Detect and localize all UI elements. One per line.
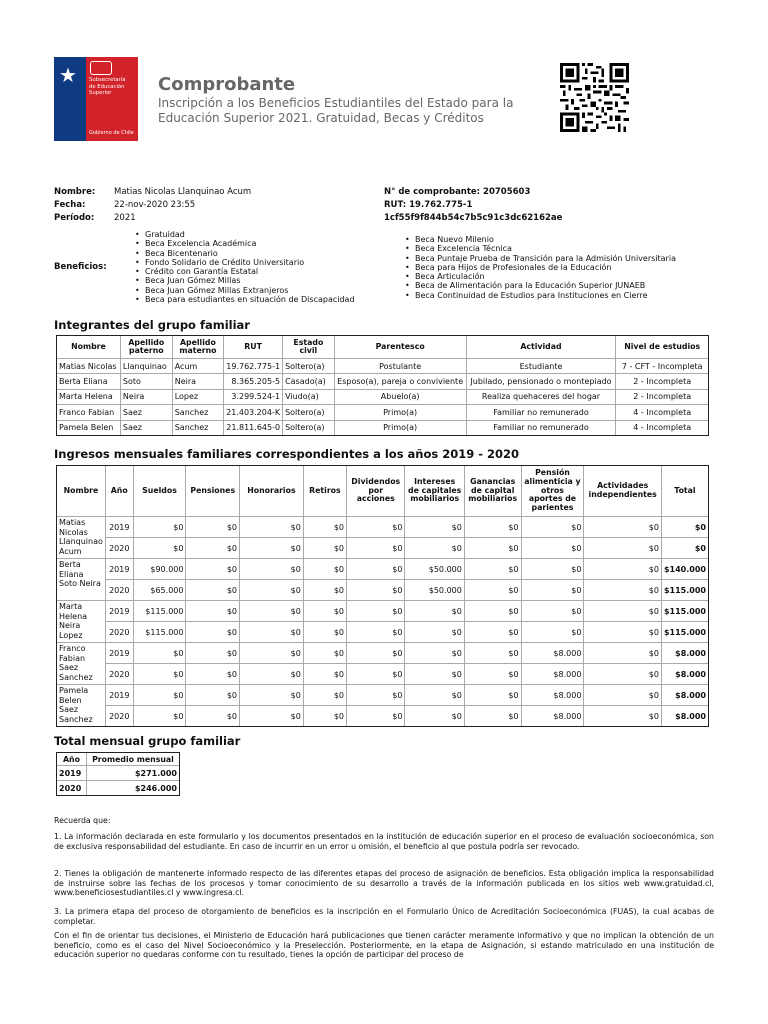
table-row: Marta Helena Neira Lopez 2019 $115.000 $0 $0 $0 $0 $0 $0 $0 $0 $115.000	[57, 601, 709, 622]
family-table	[56, 335, 709, 436]
list-item: • Beca Excelencia Académica	[135, 239, 355, 248]
table-row: Berta Eliana Soto Neira 2019 $90.000 $0 $0 $0 $0 $50.000 $0 $0 $0 $140.000	[57, 559, 709, 580]
list-item: • Fondo Solidario de Crédito Universitario	[135, 258, 355, 267]
hash-value: 1cf55f9f844b54c7b5c91c3dc62162ae	[384, 213, 563, 223]
comprobante-number: N° de comprobante: 20705603	[384, 187, 531, 197]
table-row: Franco Fabian Saez Sanchez 2019 $0 $0 $0 $0 $0 $0 $0 $8.000 $0 $8.000	[57, 643, 709, 664]
income-heading: Ingresos mensuales familiares correspondientes a los años 2019 - 2020	[54, 447, 520, 461]
table-row: 2019 $271.000	[57, 766, 180, 781]
list-item: • Beca Juan Gómez Millas Extranjeros	[135, 286, 355, 295]
qr-code-icon	[560, 63, 629, 132]
person-name: Pamela Belen Saez Sanchez	[57, 685, 106, 727]
table-row: 2020 $0 $0 $0 $0 $0 $0 $0 $0 $0 $0	[57, 538, 709, 559]
benefits-list-left	[135, 230, 355, 304]
notes-intro: Recuerda que:	[54, 816, 111, 825]
table-row: Matias Nicolas Llanquinao Acum 2019 $0 $0 $0 $0 $0 $0 $0 $0 $0 $0	[57, 517, 709, 538]
list-item: • Beca Puntaje Prueba de Transición para la Admisión Universitaria	[405, 254, 676, 263]
person-name: Franco Fabian Saez Sanchez	[57, 643, 106, 685]
list-item: • Beca Continuidad de Estudios para Instituciones en Cierre	[405, 291, 676, 300]
logo-text: Subsecretaría de Educación Superior	[89, 77, 126, 96]
person-name: Berta Eliana Soto Neira	[57, 559, 106, 601]
gobierno-logo	[54, 57, 138, 141]
family-heading: Integrantes del grupo familiar	[54, 318, 250, 332]
nombre-value: Matias Nicolas Llanquinao Acum	[114, 187, 252, 197]
periodo-value: 2021	[114, 213, 136, 223]
income-table-body	[57, 517, 709, 727]
note-paragraph-2: 2. Tienes la obligación de mantenerte informado respecto de las diferentes etapas del proceso de asignación de beneficios. Esta obligación implica la responsabilidad de instruirse sobre las fechas de los procesos y tomar conocimiento de su desarrollo a través de la información publicada en los sitios web www.gratuidad.cl, www.beneficiosestudiantiles.cl y www.ingresa.cl.	[54, 869, 714, 898]
benefits-list-right	[405, 235, 676, 300]
table-row: Berta Eliana Soto Neira 8.365.205-5 Casado(a) Esposo(a), pareja o conviviente Jubilado, pensionado o montepiado 2 - Incompleta	[57, 374, 709, 389]
beneficios-label: Beneficios:	[54, 262, 107, 272]
table-row: 2020 $115.000 $0 $0 $0 $0 $0 $0 $0 $0 $115.000	[57, 622, 709, 643]
person-name: Marta Helena Neira Lopez	[57, 601, 106, 643]
star-icon: ★	[59, 63, 77, 87]
note-paragraph-4: Con el fin de orientar tus decisiones, el Ministerio de Educación hará publicaciones que tienen carácter meramente informativo y que no implican la obtención de un beneficio, como es el caso del Nivel Socioeconómico y la Preselección. Posteriormente, en la etapa de Asignación, si estando matriculado en una institución de educación superior no quedaras conforme con tu resultado, tienes la opción de participar del proceso de	[54, 931, 714, 960]
receipt-info	[384, 186, 562, 225]
table-row: 2020 $0 $0 $0 $0 $0 $0 $0 $8.000 $0 $8.000	[57, 706, 709, 727]
person-name: Matias Nicolas Llanquinao Acum	[57, 517, 106, 559]
rut-value: RUT: 19.762.775-1	[384, 200, 473, 210]
list-item: • Beca Articulación	[405, 272, 676, 281]
logo-footer: Gobierno de Chile	[89, 130, 134, 136]
table-row: 2020 $246.000	[57, 781, 180, 796]
table-row: 2020 $65.000 $0 $0 $0 $0 $50.000 $0 $0 $0 $115.000	[57, 580, 709, 601]
list-item: • Beca Excelencia Técnica	[405, 244, 676, 253]
table-header-row: Nombre Apellido paterno Apellido materno RUT Estado civil Parentesco Actividad Nivel de estudios	[57, 336, 709, 359]
totals-heading: Total mensual grupo familiar	[54, 734, 241, 748]
table-row: Franco Fabian Saez Sanchez 21.403.204-K Soltero(a) Primo(a) Familiar no remunerado 4 - Incompleta	[57, 405, 709, 420]
table-row: Pamela Belen Saez Sanchez 2019 $0 $0 $0 $0 $0 $0 $0 $8.000 $0 $8.000	[57, 685, 709, 706]
list-item: • Crédito con Garantía Estatal	[135, 267, 355, 276]
fecha-value: 22-nov-2020 23:55	[114, 200, 196, 210]
list-item: • Beca Juan Gómez Millas	[135, 276, 355, 285]
page-subtitle: Inscripción a los Beneficios Estudiantiles del Estado para la Educación Superior 2021. Gratuidad, Becas y Créditos	[158, 96, 514, 125]
note-paragraph-1: 1. La información declarada en este formulario y los documentos presentados en la institución de educación superior en el proceso de evaluación socioeconómica, son de exclusiva responsabilidad del estudiante. En caso de incurrir en un error u omisión, el beneficio al que postula podría ser revocado.	[54, 832, 714, 851]
comprobante-page: ★ Subsecretaría de Educación Superior Gobierno de Chile Comprobante Inscripción a los Beneficios Estudiantiles del Estado para la Educación Superior 2021. Gratuidad, Becas y Créditos Nombre: Matias Nicolas Llanquinao Acum Fecha: 22-nov-2020 23:55 Período: 2021 N° de comprobante: 20705603 RUT: 19.762.775-1 1cf55f9f844b54c7b5c91c3dc62162ae Beneficios: • Gratuidad • Beca Excelencia Académica • Beca Bicentenario • Fondo Solidario de Crédito Universitario • Crédito con Garantía Estatal • Beca Juan Gómez Millas • Beca Juan Gómez Millas Extranjeros • Beca para estudiantes en situación de Discapacidad • Beca Nuevo Milenio • Beca Excelencia Técnica • Beca Puntaje Prueba de Transición para la Admisión Universitaria • Beca para Hijos de Profesionales de la Educación • Beca Articulación • Beca de Alimentación para la Educación Superior JUNAEB • Beca Continuidad de Estudios para Instituciones en Cierre Integrantes del grupo familiar Nombre Apellido paterno Apellido materno RUT Estado civil Parentesco Actividad Nivel de estudios Matias Nicolas Llanquinao Acum 19.762.775-1 Soltero(a) Postulante Estudiante 7 - CFT - Incompleta Berta Eliana Soto Neira 8.365.205-5 Casado(a) Esposo(a), pareja o conviviente Jubilado, pensionado o montepiado 2 - Incompleta Marta Helena Neira Lopez 3.299.524-1 Viudo(a) Abuelo(a) Realiza quehaceres del hogar 2 - Incompleta Franco Fabian Saez Sanchez 21.403.204-K Soltero(a) Primo(a) Familiar no remunerado 4 - Incompleta Pamela Belen Saez Sanchez 21.811.645-0 Soltero(a) Primo(a) Familiar no remunerado 4 - Incompleta Ingresos mensuales familiares correspondientes a los años 2019 - 2020 Nombre Año Sueldos Pensiones Honorarios Retiros Dividendos por acciones Intereses de capitales mobiliarios Ganancias de capital mobiliarios Pensión alimenticia y otros aportes de parientes Actividades independientes Total Matias Nicolas Llanquinao Acum 2019 $0 $0 $0 $0 $0 $0 $0 $0 $0 $0 2020 $0 $0 $0 $0 $0 $0 $0 $0 $0 $0 Berta Eliana Soto Neira 2019 $90.000 $0 $0 $0 $0 $50.000 $0 $0 $0 $140.000 2020 $65.000 $0 $0 $0 $0 $50.000 $0 $0 $0 $115.000 Marta Helena Neira Lopez 2019 $115.000 $0 $0 $0 $0 $0 $0 $0 $0 $115.000 2020 $115.000 $0 $0 $0 $0 $0 $0 $0 $0 $115.000 Franco Fabian Saez Sanchez 2019 $0 $0 $0 $0 $0 $0 $0 $8.000 $0 $8.000 2020 $0 $0 $0 $0 $0 $0 $0 $8.000 $0 $8.000 Pamela Belen Saez Sanchez 2019 $0 $0 $0 $0 $0 $0 $0 $8.000 $0 $8.000 2020 $0 $0 $0 $0 $0 $0 $0 $8.000 $0 $8.000 Total mensual grupo familiar Año Promedio mensual 2019 $271.000 2020 $246.000 Recuerda que: 1. La información declarada en este formulario y los documentos presentados en la institución de educación superior en el proceso de evaluación socioeconómica, son de exclusiva responsabilidad del estudiante. En caso de incurrir en un error u omisión, el beneficio al que postula podría ser revocado. 2. Tienes la obligación de mantenerte informado respecto de las diferentes etapas del proceso de asignación de beneficios. Esta obligación implica la responsabilidad de instruirse sobre las fechas de los procesos y tomar conocimiento de su desarrollo a través de la información publicada en los sitios web www.gratuidad.cl, www.beneficiosestudiantiles.cl y www.ingresa.cl. 3. La primera etapa del proceso de otorgamiento de beneficios es la inscripción en el Formulario Único de Acreditación Socioeconómica (FUAS), la cual acabas de completar. Con el fin de orientar tus decisiones, el Ministerio de Educación hará publicaciones que tienen carácter meramente informativo y que no implican la obtención de un beneficio, como es el caso del Nivel Socioeconómico y la Preselección. Posteriormente, en la etapa de Asignación, si estando matriculado en una institución de educación superior no quedaras conforme con tu resultado, tienes la opción de participar del proceso de	[0, 0, 768, 1024]
list-item: • Beca Bicentenario	[135, 249, 355, 258]
page-title: Comprobante	[158, 74, 296, 95]
list-item: • Beca para Hijos de Profesionales de la Educación	[405, 263, 676, 272]
list-item: • Beca de Alimentación para la Educación Superior JUNAEB	[405, 281, 676, 290]
table-row: Marta Helena Neira Lopez 3.299.524-1 Viudo(a) Abuelo(a) Realiza quehaceres del hogar 2 - Incompleta	[57, 389, 709, 404]
table-row: 2020 $0 $0 $0 $0 $0 $0 $0 $8.000 $0 $8.000	[57, 664, 709, 685]
table-row: Pamela Belen Saez Sanchez 21.811.645-0 Soltero(a) Primo(a) Familiar no remunerado 4 - Incompleta	[57, 420, 709, 435]
income-table	[56, 465, 709, 727]
crest-icon	[90, 61, 112, 75]
table-header-row: Año Promedio mensual	[57, 753, 180, 766]
list-item: • Beca Nuevo Milenio	[405, 235, 676, 244]
note-paragraph-3: 3. La primera etapa del proceso de otorgamiento de beneficios es la inscripción en el Formulario Único de Acreditación Socioeconómica (FUAS), la cual acabas de completar.	[54, 907, 714, 926]
table-row: Matias Nicolas Llanquinao Acum 19.762.775-1 Soltero(a) Postulante Estudiante 7 - CFT - Incompleta	[57, 359, 709, 374]
list-item: • Gratuidad	[135, 230, 355, 239]
totals-table	[56, 752, 180, 796]
table-header-row: Nombre Año Sueldos Pensiones Honorarios Retiros Dividendos por acciones Intereses de capitales mobiliarios Ganancias de capital mobiliarios Pensión alimenticia y otros aportes de parientes Actividades independientes Total	[57, 466, 709, 517]
list-item: • Beca para estudiantes en situación de Discapacidad	[135, 295, 355, 304]
